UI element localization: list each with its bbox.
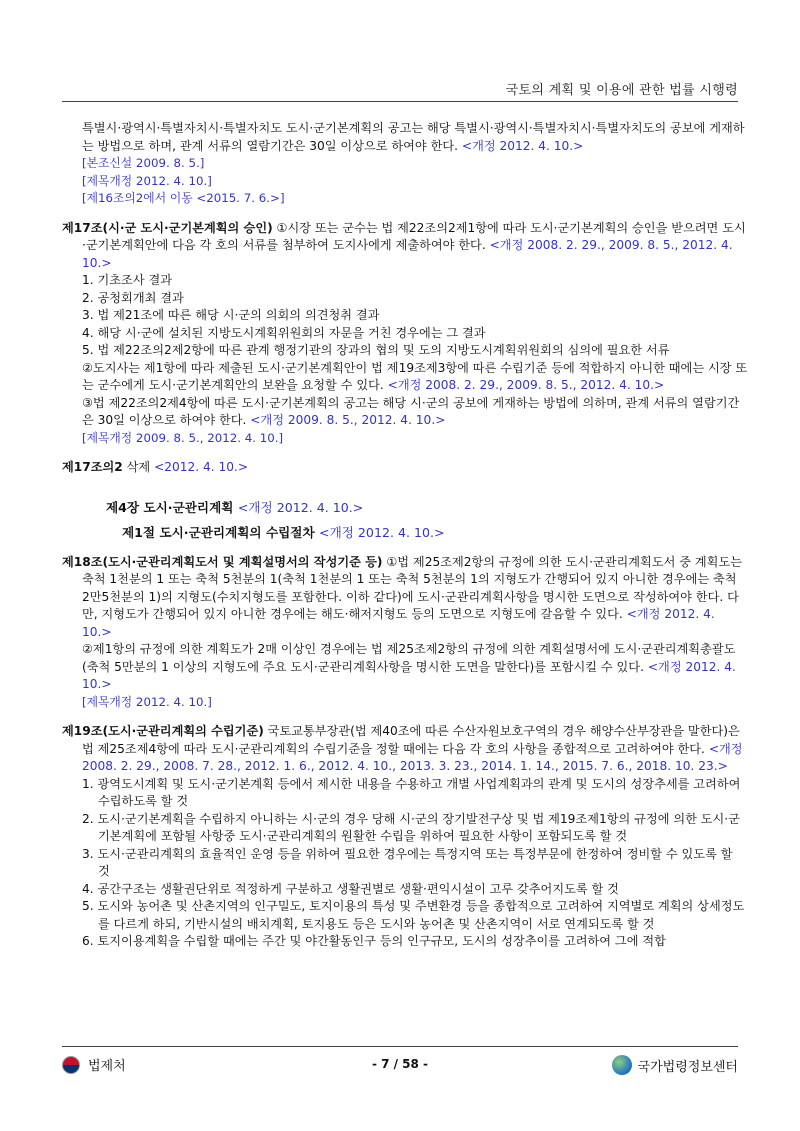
amend-note: <개정 2012. 4. 10.> — [319, 525, 445, 540]
paragraph-text: ①시장 또는 군수는 법 제22조의2제1항에 따라 도시·군기본계획의 승인을 받으려면 도시·군기본계획안에 다음 각 호의 서류를 첨부하여 도지사에게 제출하여야 한다. — [82, 220, 746, 252]
paragraph-text: 국토교통부장관(법 제40조에 따른 수산자원보호구역의 경우 해양수산부장관을 말한다)은 법 제25조제4항에 따라 도시·군관리계획의 수립기준을 정할 때에는 다음 각 호의 사항을 종합적으로 고려하여야 한다. — [82, 724, 740, 756]
history-note: [본조신설 2009. 8. 5.] — [82, 156, 205, 170]
amend-note: <개정 2008. 2. 29., 2008. 7. 28., 2012. 1. 6., 2012. 4. 10., 2013. 3. 23., 2014. 1. 14., 2015. 7. 6., 2018. 10. 23.> — [82, 741, 743, 773]
amend-note: <개정 2012. 4. 10.> — [82, 659, 736, 691]
list-item: 1. 광역도시계획 및 도시·군기본계획 등에서 제시한 내용을 수용하고 개별 사업계획과의 관계 및 도시의 성장추세를 고려하여 수립하도록 할 것 — [82, 776, 741, 808]
article-18 — [62, 554, 748, 712]
article-17 — [62, 220, 748, 448]
header-rule — [62, 101, 738, 102]
page-footer — [62, 1053, 738, 1077]
article-17-2 — [62, 459, 748, 477]
list-item: 4. 해당 시·군에 설치된 지방도시계획위원회의 자문을 거친 경우에는 그 결과 — [82, 325, 486, 340]
footer-rule — [62, 1046, 738, 1047]
chapter-title: 제4장 도시·군관리계획 — [106, 499, 234, 515]
list-item: 5. 법 제22조의2제2항에 따른 관계 행정기관의 장과의 협의 및 도의 지방도시계획위원회의 심의에 필요한 서류 — [82, 343, 670, 357]
list-item: 4. 공간구조는 생활권단위로 적정하게 구분하고 생활권별로 생활·편익시설이 고루 갖추어지도록 할 것 — [82, 881, 619, 896]
section-title: 제1절 도시·군관리계획의 수립절차 — [122, 525, 315, 540]
chapter-heading — [62, 499, 748, 517]
list-item: 3. 도시·군관리계획의 효율적인 운영 등을 위하여 필요한 경우에는 특정지역 또는 특정부문에 한정하여 정비할 수 있도록 할 것 — [82, 846, 733, 878]
article-title: 제18조(도시·군관리계획도서 및 계획설명서의 작성기준 등) — [62, 554, 383, 569]
footer-source: 국가법령정보센터 — [637, 1059, 738, 1075]
list-item: 3. 법 제21조에 따른 해당 시·군의 의회의 의견청취 결과 — [82, 308, 380, 322]
history-note: [제16조의2에서 이동 <2015. 7. 6.>] — [82, 191, 285, 205]
amend-note: <개정 2008. 2. 29., 2009. 8. 5., 2012. 4. 10.> — [387, 378, 665, 392]
list-item: 5. 도시와 농어촌 및 산촌지역의 인구밀도, 토지이용의 특성 및 주변환경 등을 종합적으로 고려하여 지역별로 계획의 상세정도를 다르게 하되, 기반시설의 배치계획, 토지용도 등은 도시와 농어촌 및 산촌지역이 서로 연계되도록 할 것 — [82, 899, 745, 931]
amend-note: <개정 2012. 4. 10.> — [461, 138, 584, 153]
amend-note: <개정 2009. 8. 5., 2012. 4. 10.> — [250, 413, 446, 427]
history-note: [제목개정 2012. 4. 10.] — [82, 173, 212, 188]
history-note: [제목개정 2012. 4. 10.] — [82, 694, 212, 709]
footer-publisher: 법제처 — [88, 1059, 126, 1074]
article-title: 제17조(시·군 도시·군기본계획의 승인) — [62, 220, 273, 235]
list-item: 2. 공청회개최 결과 — [82, 290, 184, 305]
page-number: - 7 / 58 - — [371, 1057, 429, 1071]
section-heading — [62, 524, 748, 542]
globe-logo-icon — [612, 1055, 632, 1075]
amend-note: <개정 2008. 2. 29., 2009. 8. 5., 2012. 4. 10.> — [82, 238, 733, 270]
document-body — [62, 120, 748, 951]
paragraph-text: ①법 제25조제2항의 규정에 의한 도시·군관리계획도서 중 계획도는 축척 1천분의 1 또는 축척 5천분의 1(축척 1천분의 1 또는 축척 5천분의 1의 지형도가 간행되어 있지 아니한 경우에는 축척 2만5천분의 1)의 지형도(수치지형도를 포함한다. 이하 같다)에 도시·군관리계획사항을 명시한 도면으로 작성하여야 한다. 다만, 지형도가 간행되어 있지 아니한 경우에는 해도·해저지형도 등의 도면으로 지형도에 갈음할 수 있다. — [82, 554, 742, 621]
list-item: 6. 토지이용계획을 수립할 때에는 주간 및 야간활동인구 등의 인구규모, 도시의 성장추이를 고려하여 그에 적합 — [82, 934, 666, 948]
paragraph-text: ③법 제22조의2제4항에 따른 도시·군기본계획의 공고는 해당 시·군의 공보에 게재하는 방법에 의하며, 관계 서류의 열람기간은 30일 이상으로 하여야 한다. — [82, 395, 740, 427]
paragraph-text: ②제1항의 규정에 의한 계획도가 2매 이상인 경우에는 법 제25조제2항의 규정에 의한 계획설명서에 도시·군관리계획총괄도(축척 5만분의 1 이상의 지형도에 주요 도시·군관리계획사항을 명시한 도면을 말한다)를 포함시킬 수 있다. — [82, 642, 736, 674]
amend-note: <2012. 4. 10.> — [154, 460, 249, 474]
article-title: 제17조의2 — [62, 460, 123, 474]
article-16-2-tail — [62, 120, 748, 208]
history-note: [제목개정 2009. 8. 5., 2012. 4. 10.] — [82, 430, 284, 445]
amend-note: <개정 2012. 4. 10.> — [237, 499, 364, 515]
paragraph-text: 특별시·광역시·특별자치시·특별자치도 도시·군기본계획의 공고는 해당 특별시·광역시·특별자치시·특별자치도의 공보에 게재하는 방법으로 하며, 관계 서류의 열람기간은 30일 이상으로 하여야 한다. — [82, 121, 745, 153]
list-item: 2. 도시·군기본계획을 수립하지 아니하는 시·군의 경우 당해 시·군의 장기발전구상 및 법 제19조제1항의 규정에 의한 도시·군기본계획에 포함될 사항중 도시·군관리계획의 원활한 수립을 위하여 필요한 사항이 포함되도록 할 것 — [82, 811, 740, 843]
running-header: 국토의 계획 및 이용에 관한 법률 시행령 — [505, 83, 738, 98]
article-19 — [62, 723, 748, 951]
amend-note: <개정 2012. 4. 10.> — [82, 607, 715, 639]
paragraph-text: 삭제 — [126, 460, 151, 474]
article-title: 제19조(도시·군관리계획의 수립기준) — [62, 724, 264, 738]
paragraph-text: ②도지사는 제1항에 따라 제출된 도시·군기본계획안이 법 제19조제3항에 따른 수립기준 등에 적합하지 아니한 때에는 시장 또는 군수에게 도시·군기본계획안의 보완을 요청할 수 있다. — [82, 360, 748, 392]
list-item: 1. 기초조사 결과 — [82, 273, 173, 287]
